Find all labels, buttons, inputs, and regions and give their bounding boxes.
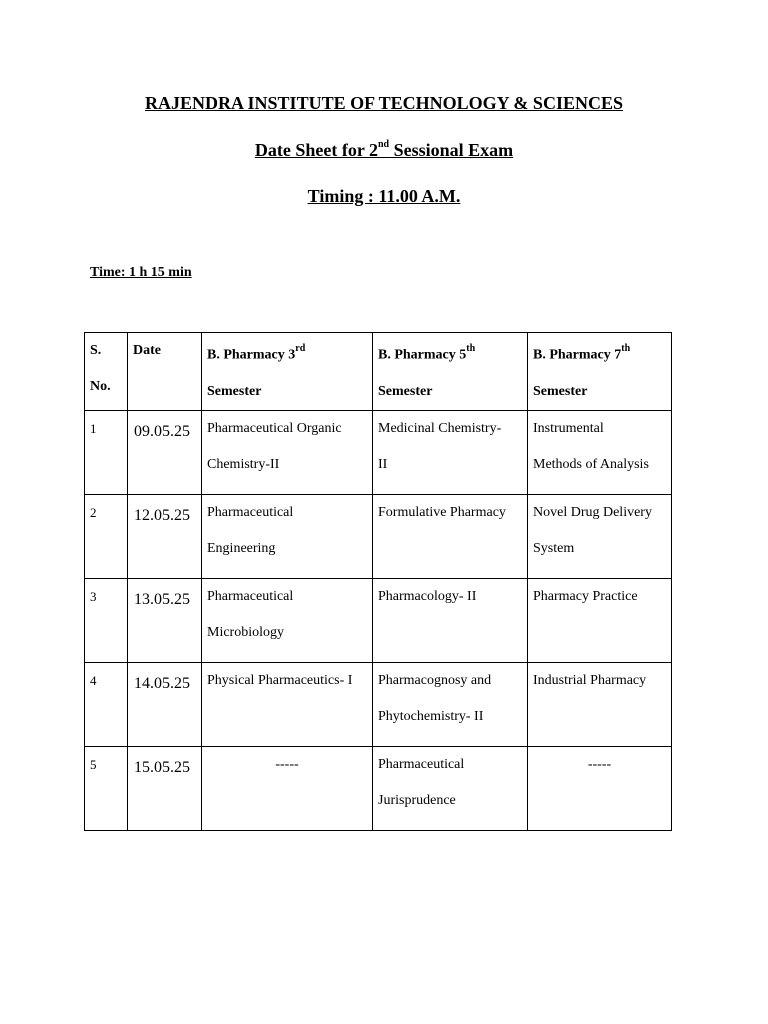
sem5-subject-line: II	[378, 456, 388, 472]
sem3-subject-cell	[202, 746, 373, 830]
sem5-subject-line: Formulative Pharmacy	[378, 504, 506, 520]
table-row	[85, 746, 672, 830]
serial-number-cell: 1	[85, 410, 128, 494]
sem7-subject-line: Industrial Pharmacy	[533, 672, 647, 688]
sem5-subject-cell	[373, 410, 528, 494]
sem5-subject-line: Medicinal Chemistry-	[378, 420, 502, 436]
table-row	[85, 410, 672, 494]
sem7-subject-line: Novel Drug Delivery	[533, 504, 652, 520]
exam-timing: Timing : 11.00 A.M.	[307, 186, 461, 206]
sem3-subject-line: Pharmaceutical	[207, 504, 294, 520]
exam-date-cell: 15.05.25	[128, 746, 202, 830]
sem7-subject-line: -----	[587, 756, 612, 772]
header-sno	[85, 333, 128, 411]
exam-date-cell: 14.05.25	[128, 662, 202, 746]
date-sheet-ordinal: nd	[377, 139, 390, 150]
sem5-subject-cell	[373, 662, 528, 746]
sem5-subject-line: Pharmacology- II	[378, 588, 477, 604]
sem3-subject-cell	[202, 662, 373, 746]
header-sem3-line1	[207, 333, 367, 374]
sem5-subject-line: Pharmaceutical	[378, 756, 465, 772]
header-sem7-ordinal: th	[621, 343, 631, 354]
serial-number-cell: 4	[85, 662, 128, 746]
serial-number-cell: 5	[85, 746, 128, 830]
exam-date-cell: 13.05.25	[128, 578, 202, 662]
sem5-subject-cell	[373, 578, 528, 662]
header-sem3	[202, 333, 373, 411]
exam-date-cell: 09.05.25	[128, 410, 202, 494]
header-sem3-ordinal: rd	[295, 343, 306, 354]
header-row	[85, 333, 672, 411]
header-sem5-prefix: B. Pharmacy 5	[378, 347, 467, 363]
sem5-subject-cell	[373, 746, 528, 830]
header-sem5	[373, 333, 528, 411]
exam-duration: Time: 1 h 15 min	[90, 265, 192, 280]
sem3-subject-line: Chemistry-II	[207, 456, 280, 472]
header-sno-line1: S.	[90, 343, 102, 358]
table-row	[85, 662, 672, 746]
header-sem3-line2: Semester	[207, 383, 262, 399]
sem3-subject-line: Pharmaceutical	[207, 588, 294, 604]
serial-number-cell: 2	[85, 494, 128, 578]
date-sheet-suffix: Sessional Exam	[389, 140, 514, 160]
date-sheet-title	[0, 140, 768, 161]
sem3-subject-cell	[202, 410, 373, 494]
institute-title: RAJENDRA INSTITUTE OF TECHNOLOGY & SCIENCES	[145, 93, 623, 113]
header-sno-line2: No.	[90, 379, 111, 394]
exam-date-cell: 12.05.25	[128, 494, 202, 578]
header-sem5-line1	[378, 333, 522, 374]
sem5-subject-line: Phytochemistry- II	[378, 708, 484, 724]
header-sem5-ordinal: th	[466, 343, 476, 354]
sem5-subject-line: Jurisprudence	[378, 792, 456, 808]
sem7-subject-cell	[528, 494, 672, 578]
header-sem7-prefix: B. Pharmacy 7	[533, 347, 622, 363]
sem5-subject-cell	[373, 494, 528, 578]
header-sem5-line2: Semester	[378, 383, 433, 399]
date-sheet-table	[84, 332, 672, 831]
serial-number-cell: 3	[85, 578, 128, 662]
sem3-subject-line: Pharmaceutical Organic	[207, 420, 342, 436]
sem7-subject-line: Pharmacy Practice	[533, 588, 638, 604]
sem7-subject-cell	[528, 410, 672, 494]
sem3-subject-cell	[202, 494, 373, 578]
sem7-subject-cell	[528, 578, 672, 662]
sem5-subject-line: Pharmacognosy and	[378, 672, 492, 688]
sem3-subject-line: Engineering	[207, 540, 276, 556]
sem3-subject-cell	[202, 578, 373, 662]
sem3-subject-line: -----	[275, 756, 299, 772]
sem7-subject-cell	[528, 662, 672, 746]
date-sheet-prefix: Date Sheet for 2	[254, 140, 378, 160]
sem7-subject-line: System	[533, 540, 575, 556]
sem3-subject-line: Microbiology	[207, 624, 284, 640]
table-row	[85, 578, 672, 662]
sem7-subject-line: Methods of Analysis	[533, 456, 649, 472]
header-date-label: Date	[133, 343, 161, 358]
sem7-subject-line: Instrumental	[533, 420, 604, 436]
table-row	[85, 494, 672, 578]
header-sem3-prefix: B. Pharmacy 3	[207, 347, 296, 363]
header-date	[128, 333, 202, 411]
sem3-subject-line: Physical Pharmaceutics- I	[207, 672, 353, 688]
header-sem7-line1	[533, 333, 666, 374]
header-sem7	[528, 333, 672, 411]
sem7-subject-cell	[528, 746, 672, 830]
header-sem7-line2: Semester	[533, 383, 588, 399]
